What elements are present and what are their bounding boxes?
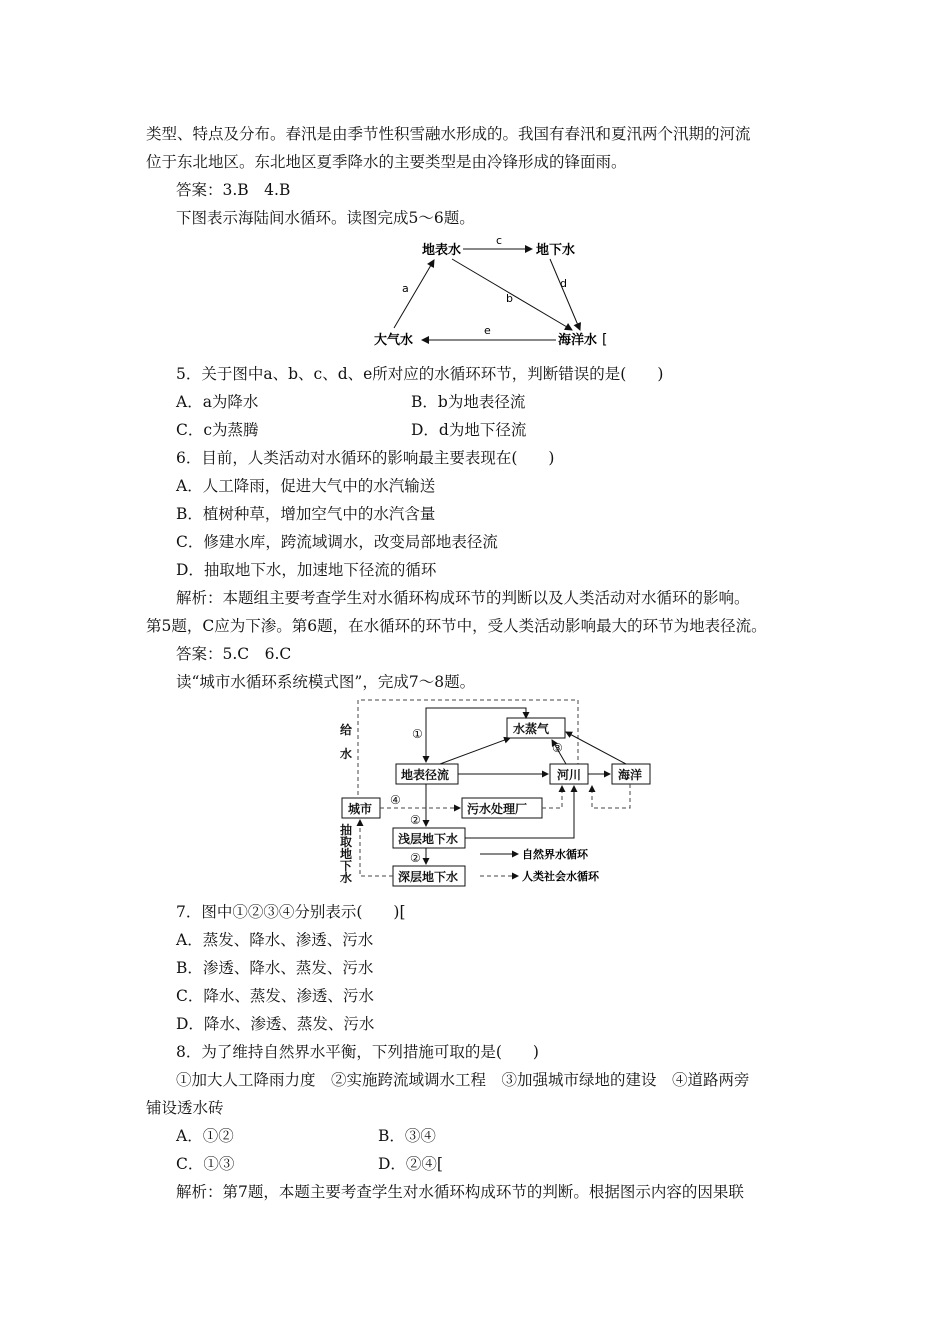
label-pump-2: 取 <box>340 835 353 849</box>
node-atmospheric-water: 大气水 <box>374 333 414 348</box>
label-pump-5: 水 <box>340 871 353 885</box>
text-runoff: 地表径流 <box>401 768 450 782</box>
marker-1: ① <box>412 727 423 741</box>
option-8c: C．①③ <box>176 1155 235 1173</box>
option-5a: A．a为降水 <box>176 393 259 411</box>
option-6a: A．人工降雨，促进大气中的水汽输送 <box>176 477 436 495</box>
marker-2a: ② <box>410 813 421 827</box>
label-c: c <box>496 234 503 247</box>
answer-3-4: 答案：3.B 4.B <box>176 181 291 199</box>
arrow-sea-return <box>592 784 630 808</box>
marker-2b: ② <box>410 851 421 865</box>
marker-4: ④ <box>390 793 401 807</box>
label-d: d <box>560 277 567 290</box>
question-7: 7．图中①②③④分别表示( )[ <box>176 903 406 921</box>
text-line: 位于东北地区。东北地区夏季降水的主要类型是由冷锋形成的锋面雨。 <box>146 153 627 171</box>
option-7a: A．蒸发、降水、渗透、污水 <box>176 931 374 949</box>
text-river: 河川 <box>557 768 582 782</box>
node-ground-water: 地下水 <box>536 243 576 258</box>
option-6c: C．修建水库，跨流域调水，改变局部地表径流 <box>176 533 498 551</box>
explanation-7: 解析：第7题，本题主要考查学生对水循环构成环节的判断。根据图示内容的因果联 <box>176 1183 744 1201</box>
sea-land-water-cycle-diagram <box>360 232 620 352</box>
option-8a: A．①② <box>176 1127 234 1145</box>
text-sea: 海洋 <box>618 768 643 782</box>
urban-water-cycle-diagram <box>330 694 660 890</box>
option-7b: B．渗透、降水、蒸发、污水 <box>176 959 374 977</box>
label-a: a <box>402 282 409 295</box>
option-8d: D．②④[ <box>378 1155 443 1173</box>
explanation-5-6: 解析：本题组主要考查学生对水循环构成环节的判断以及人类活动对水循环的影响。 <box>176 589 750 607</box>
supply-dashed-line <box>358 700 578 802</box>
node-surface-water: 地表水 <box>422 243 462 258</box>
option-6d: D．抽取地下水，加速地下径流的循环 <box>176 561 437 579</box>
intro-7-8: 读“城市水循环系统模式图”，完成7～8题。 <box>176 673 476 691</box>
node-ocean-water: 海洋水 <box>558 333 598 348</box>
label-supply-1: 给 <box>340 723 353 737</box>
answer-5-6: 答案：5.C 6.C <box>176 645 292 663</box>
text-sewage: 污水处理厂 <box>467 802 528 816</box>
option-5d: D．d为地下径流 <box>411 421 527 439</box>
label-e: e <box>484 324 491 337</box>
label-b: b <box>506 292 513 305</box>
question-5: 5．关于图中a、b、c、d、e所对应的水循环环节，判断错误的是( ) <box>176 365 664 383</box>
text-vapor: 水蒸气 <box>513 722 550 736</box>
option-7c: C．降水、蒸发、渗透、污水 <box>176 987 374 1005</box>
question-8-statements: ①加大人工降雨力度 ②实施跨流域调水工程 ③加强城市绿地的建设 ④道路两旁 <box>176 1071 750 1089</box>
arrow-a <box>394 260 434 328</box>
text-line: 类型、特点及分布。春汛是由季节性积雪融水形成的。我国有春汛和夏汛两个汛期的河流 <box>146 125 751 143</box>
option-5c: C．c为蒸腾 <box>176 421 259 439</box>
text-shallow: 浅层地下水 <box>398 832 459 846</box>
label-pump-4: 下 <box>340 859 353 873</box>
arrow-runoff-vapor <box>440 738 510 764</box>
option-6b: B．植树种草，增加空气中的水汽含量 <box>176 505 436 523</box>
text-city: 城市 <box>348 802 373 816</box>
option-8b: B．③④ <box>378 1127 436 1145</box>
option-5b: B．b为地表径流 <box>411 393 526 411</box>
question-8: 8．为了维持自然界水平衡，下列措施可取的是( ) <box>176 1043 539 1061</box>
label-pump-1: 抽 <box>340 823 353 837</box>
question-8-statements-cont: 铺设透水砖 <box>146 1099 224 1117</box>
question-6: 6．目前，人类活动对水循环的影响最主要表现在( ) <box>176 449 555 467</box>
label-supply-2: 水 <box>340 747 353 761</box>
option-7d: D．降水、渗透、蒸发、污水 <box>176 1015 375 1033</box>
arrow-sewage-river <box>542 786 562 808</box>
arrow-deep-city <box>360 820 393 876</box>
label-pump-3: 地 <box>340 847 353 861</box>
legend-natural-text: 自然界水循环 <box>522 848 588 861</box>
text-deep: 深层地下水 <box>398 870 459 884</box>
node-ocean-tail: [ <box>602 332 608 348</box>
intro-5-6: 下图表示海陆间水循环。读图完成5～6题。 <box>176 209 475 227</box>
legend-human-text: 人类社会水循环 <box>522 870 599 883</box>
marker-3: ③ <box>552 741 563 755</box>
arrow-sea-vapor <box>566 732 626 764</box>
explanation-5-6-cont: 第5题，C应为下渗。第6题，在水循环的环节中，受人类活动影响最大的环节为地表径流。 <box>146 617 767 635</box>
